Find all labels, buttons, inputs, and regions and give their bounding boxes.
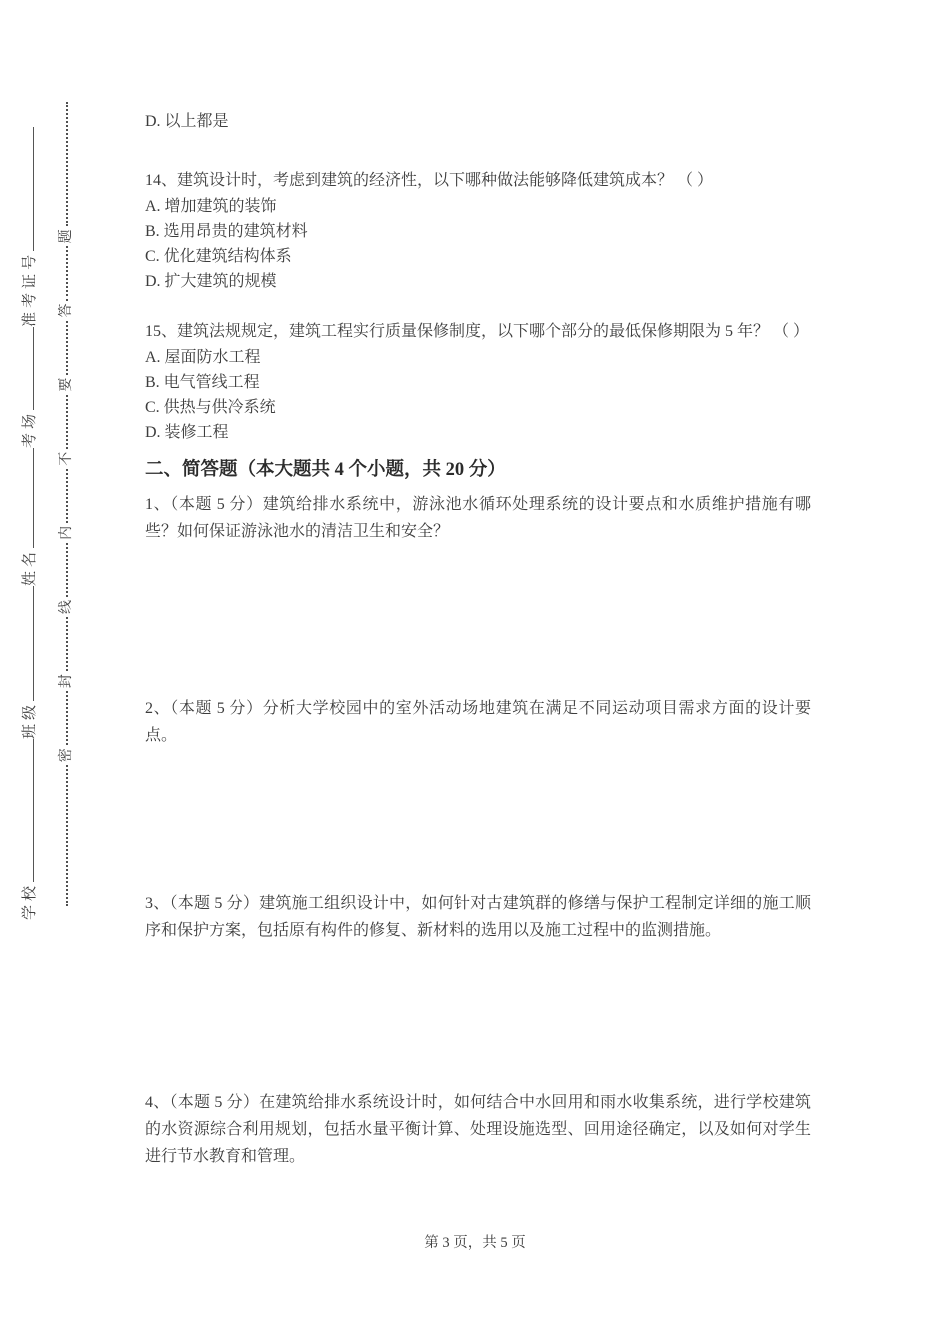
student-info-column	[19, 84, 41, 920]
seal-char-yao: 要	[59, 377, 74, 392]
seal-dotted-line	[66, 395, 68, 449]
question-14-option-d: D. 扩大建筑的规模	[145, 273, 277, 290]
field-label-exam-room: 考场	[22, 409, 38, 448]
seal-char-bu: 不	[59, 451, 74, 466]
school-blank-line	[20, 739, 34, 882]
short-answer-question-4: 4、（本题 5 分）在建筑给排水系统设计时，如何结合中水回用和雨水收集系统，进行学校建筑的水资源综合利用规划，包括水量平衡计算、处理设施选型、回用途径确定，以及如何对学生进行节水教育和管理。	[145, 1094, 811, 1165]
seal-dotted-line	[66, 469, 68, 523]
seal-dotted-line	[66, 691, 68, 745]
short-answer-question-1: 1、（本题 5 分）建筑给排水系统中，游泳池水循环处理系统的设计要点和水质维护措施有哪些？如何保证游泳池水的清洁卫生和安全？	[145, 496, 811, 540]
class-blank-line	[20, 586, 34, 701]
question-15-option-d: D. 装修工程	[145, 424, 229, 441]
seal-dotted-line	[66, 765, 68, 906]
question-14	[145, 167, 811, 294]
question-13-option-d: D. 以上都是	[145, 113, 229, 130]
seal-char-xian: 线	[59, 600, 74, 615]
seal-char-feng: 封	[59, 674, 74, 689]
question-14-option-a: A. 增加建筑的装饰	[145, 198, 277, 215]
question-15-stem: 15、建筑法规规定，建筑工程实行质量保修制度，以下哪个部分的最低保修期限为 5 年？ （ ）	[145, 323, 810, 340]
seal-dotted-line	[66, 321, 68, 375]
field-label-admission-number: 准考证号	[22, 250, 38, 327]
page-footer: 第 3 页，共 5 页	[424, 1235, 526, 1251]
question-15-option-a: A. 屋面防水工程	[145, 349, 261, 366]
seal-char-da: 答	[59, 303, 74, 318]
field-label-class: 班级	[22, 700, 38, 739]
seal-line-column	[58, 102, 76, 906]
question-15-option-b: B. 电气管线工程	[145, 374, 260, 391]
question-14-stem: 14、建筑设计时，考虑到建筑的经济性，以下哪种做法能够降低建筑成本？ （ ）	[145, 172, 714, 189]
seal-dotted-line	[66, 246, 68, 300]
seal-dotted-line	[66, 543, 68, 597]
seal-char-mi: 密	[59, 748, 74, 763]
section-2-heading: 二、简答题（本大题共 4 个小题，共 20 分）	[145, 460, 506, 480]
seal-dotted-line	[66, 102, 68, 226]
field-label-school: 学校	[22, 881, 38, 920]
short-answer-question-3: 3、（本题 5 分）建筑施工组织设计中，如何针对古建筑群的修缮与保护工程制定详细的施工顺序和保护方案，包括原有构件的修复、新材料的选用以及施工过程中的监测措施。	[145, 895, 811, 939]
seal-dotted-line	[66, 617, 68, 671]
question-14-option-c: C. 优化建筑结构体系	[145, 248, 292, 265]
exam-content	[145, 109, 811, 1170]
seal-char-nei: 内	[59, 525, 74, 540]
seal-char-ti: 题	[59, 229, 74, 244]
exam-room-blank-line	[20, 327, 34, 410]
admission-number-blank-line	[20, 127, 34, 251]
name-blank-line	[20, 448, 34, 548]
field-label-name: 姓名	[22, 547, 38, 586]
question-14-option-b: B. 选用昂贵的建筑材料	[145, 223, 308, 240]
question-15-option-c: C. 供热与供冷系统	[145, 399, 276, 416]
question-15	[145, 318, 811, 445]
short-answer-question-2: 2、（本题 5 分）分析大学校园中的室外活动场地建筑在满足不同运动项目需求方面的设计要点。	[145, 700, 811, 744]
